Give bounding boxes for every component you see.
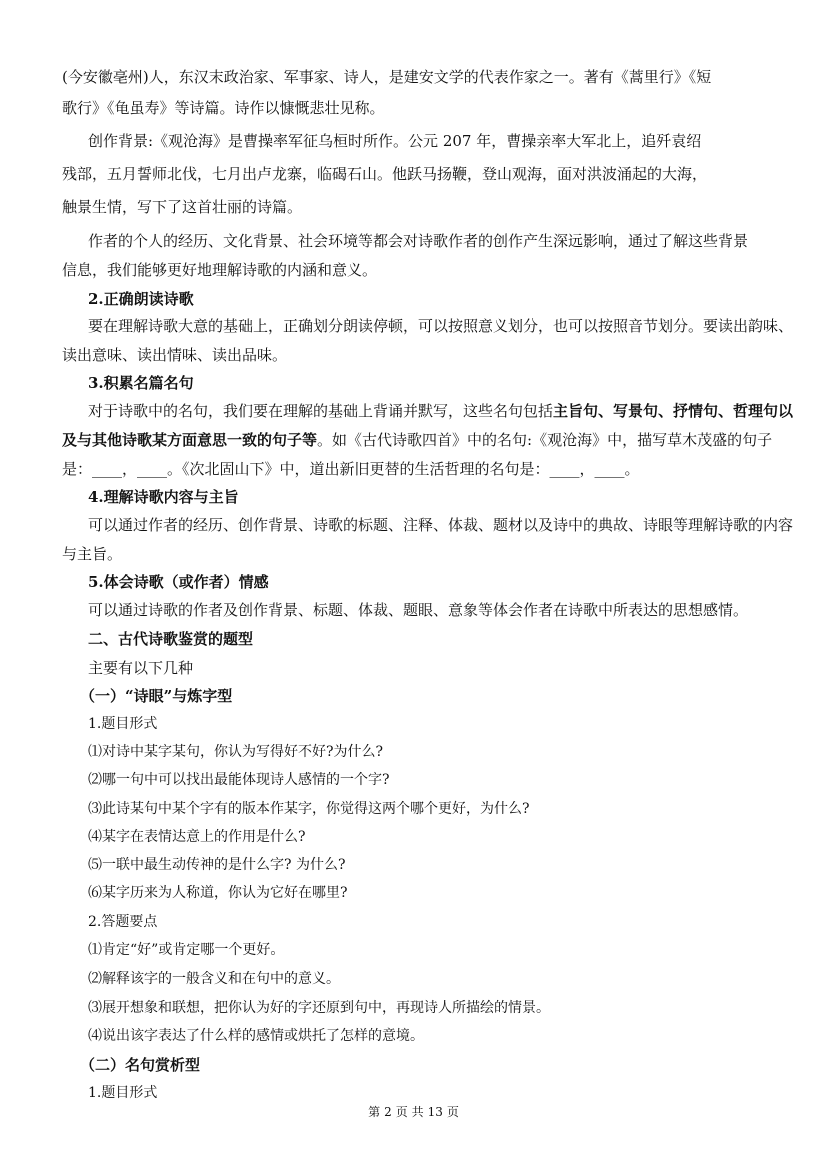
type-one-question-2: ⑵哪一句中可以找出最能体现诗人感情的一个字?	[88, 772, 390, 788]
understand-line-1: 可以通过作者的经历、创作背景、诗歌的标题、注释、体裁、题材以及诗中的典故、诗眼等理解诗歌的内容	[88, 516, 794, 534]
heading-feel: 5.体会诗歌（或作者）情感	[88, 573, 269, 591]
type-one-answer-3: ⑶展开想象和联想，把你认为好的字还原到句中，再现诗人所描绘的情景。	[88, 1000, 550, 1016]
type-one-answer-4: ⑷说出该字表达了什么样的感情或烘托了怎样的意境。	[88, 1028, 424, 1044]
type-one-answer-heading: 2.答题要点	[88, 914, 158, 930]
type-two-form: 1.题目形式	[88, 1085, 158, 1101]
type-one-question-4: ⑷某字在表情达意上的作用是什么?	[88, 829, 306, 845]
background-line-2: 残部，五月誓师北伐，七月出卢龙寨，临碣石山。他跃马扬鞭，登山观海，面对洪波涌起的大海，	[62, 165, 708, 183]
accumulate-line-2-bold: 及与其他诗歌某方面意思一致的句子等	[62, 431, 318, 449]
type-one-form: 1.题目形式	[88, 716, 158, 732]
info-line-1: 作者的个人的经历、文化背景、社会环境等都会对诗歌作者的创作产生深远影响，通过了解这些背景	[88, 232, 749, 250]
understand-line-2: 与主旨。	[62, 545, 123, 563]
feel-line-1: 可以通过诗歌的作者及创作背景、标题、体裁、题眼、意象等体会作者在诗歌中所表达的思想感情。	[88, 601, 749, 619]
type-one-question-6: ⑹某字历来为人称道，你认为它好在哪里?	[88, 885, 348, 901]
heading-accumulate: 3.积累名篇名句	[88, 374, 194, 392]
page-footer	[0, 1103, 827, 1120]
read-line-2: 读出意味、读出情味、读出品味。	[62, 346, 288, 364]
author-line-1: (今安徽亳州)人，东汉末政治家、军事家、诗人，是建安文学的代表作家之一。著有《蒿里行》《短	[62, 68, 712, 86]
footer-suffix: 页	[446, 1105, 459, 1119]
accumulate-line-1	[88, 397, 794, 426]
read-line-1: 要在理解诗歌大意的基础上，正确划分朗读停顿，可以按照意义划分，也可以按照音节划分。要读出韵味、	[88, 317, 794, 335]
footer-page-number: 2	[384, 1105, 392, 1119]
background-line-1: 创作背景:《观沧海》是曹操率军征乌桓时所作。公元 207 年，曹操亲率大军北上，追歼袁绍	[88, 132, 702, 150]
background-line-3: 触景生情，写下了这首壮丽的诗篇。	[62, 198, 303, 216]
author-line-2: 歌行》《龟虽寿》等诗篇。诗作以慷慨悲壮见称。	[62, 99, 385, 117]
accumulate-line-2	[62, 426, 773, 455]
accumulate-line-1-text: 对于诗歌中的名句，我们要在理解的基础上背诵并默写，这些名句包括	[88, 402, 554, 420]
type-two-heading: （二）名句赏析型	[80, 1056, 201, 1074]
type-one-question-5: ⑸一联中最生动传神的是什么字? 为什么?	[88, 857, 346, 873]
heading-read: 2.正确朗读诗歌	[88, 290, 194, 308]
type-one-answer-1: ⑴肯定“好”或肯定哪一个更好。	[88, 942, 285, 958]
info-line-2: 信息，我们能够更好地理解诗歌的内涵和意义。	[62, 261, 378, 279]
type-one-question-1: ⑴对诗中某字某句，你认为写得好不好?为什么?	[88, 744, 384, 760]
heading-understand: 4.理解诗歌内容与主旨	[88, 488, 239, 506]
type-one-answer-2: ⑵解释该字的一般含义和在句中的意义。	[88, 971, 340, 987]
accumulate-line-3: 是：____，____。《次北固山下》中，道出新旧更替的生活哲理的名句是：____，____。	[62, 460, 640, 478]
section-two-intro: 主要有以下几种	[88, 659, 194, 677]
section-two-heading: 二、古代诗歌鉴赏的题型	[88, 630, 254, 648]
footer-total-pages: 13	[427, 1105, 443, 1119]
footer-mid: 页 共	[395, 1105, 424, 1119]
accumulate-line-2-text: 。如《古代诗歌四首》中的名句:《观沧海》中，描写草木茂盛的句子	[317, 431, 773, 449]
type-one-question-3: ⑶此诗某句中某个字有的版本作某字，你觉得这两个哪个更好，为什么?	[88, 801, 530, 817]
type-one-heading: （一）“诗眼”与炼字型	[80, 687, 233, 705]
footer-prefix: 第	[368, 1105, 381, 1119]
accumulate-line-1-bold: 主旨句、写景句、抒情句、哲理句以	[553, 402, 794, 420]
